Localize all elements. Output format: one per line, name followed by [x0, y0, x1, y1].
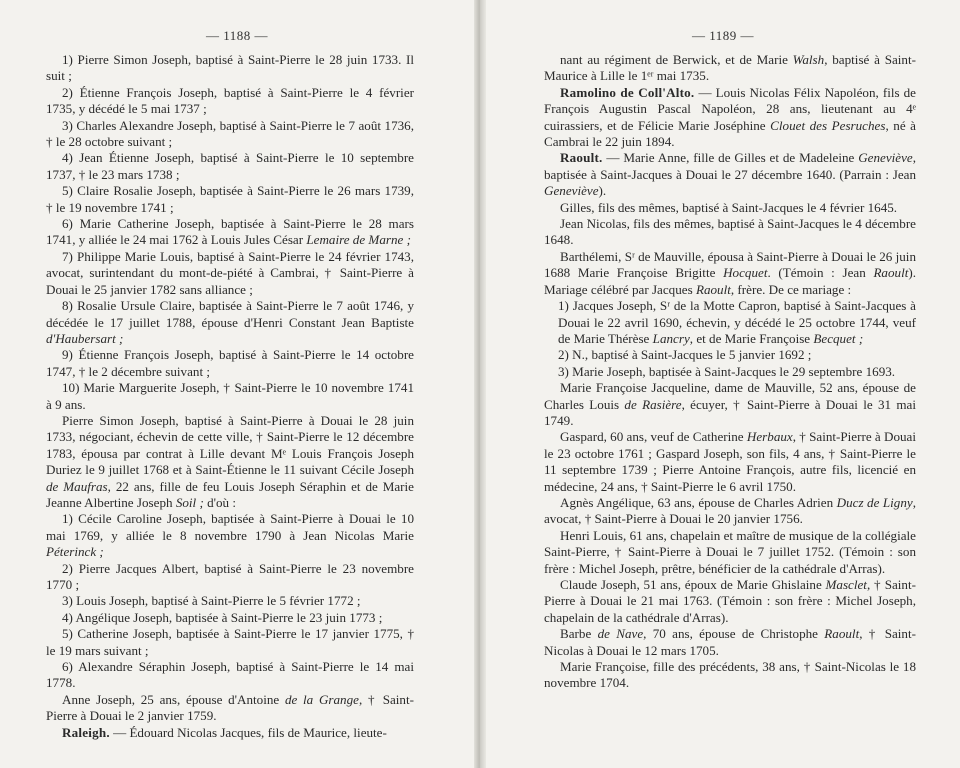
italic-name: d'Haubersart ;	[46, 330, 124, 346]
paragraph	[544, 528, 916, 577]
text-run: 10) Marie Marguerite Joseph, † Saint-Pierre le 10 novembre 1741 à 9 ans.	[46, 380, 414, 412]
italic-name: de Rasière	[624, 396, 682, 412]
text-run: nant au régiment de Berwick, et de Marie	[560, 52, 793, 67]
text-run: , † Saint-Pierre à Douai le 23 octobre 1761 ; Gaspard Joseph, son fils, 4 ans, † Saint-Pierre le 11 septembre 1739 ; Pierre Antoine François, autre fils, licencié en médecine, 24 ans, † Saint-Pierre le 6 avril 1750.	[544, 429, 917, 494]
paragraph	[46, 150, 414, 183]
paragraph	[46, 118, 414, 151]
text-run: 9) Étienne François Joseph, baptisé à Saint-Pierre le 14 octobre 1747, † le 2 décembre suivant ;	[46, 347, 414, 379]
italic-name: Geneviève	[858, 150, 913, 166]
right-page	[486, 0, 960, 768]
italic-name: Hocquet	[723, 265, 768, 281]
text-run: Marie Françoise Jacqueline, dame de Mauville, 52 ans, épouse de Charles Louis	[544, 380, 916, 412]
italic-name: Masclet	[825, 577, 867, 592]
paragraph	[544, 347, 916, 363]
italic-name: de Nave	[597, 626, 644, 642]
paragraph	[544, 85, 916, 151]
paragraph	[46, 85, 414, 118]
text-run: 4) Jean Étienne Joseph, baptisé à Saint-Pierre le 10 septembre 1737, † le 23 mars 1738 ;	[46, 150, 414, 182]
paragraph	[46, 347, 414, 380]
right-page-text	[544, 52, 916, 692]
text-run: 1) Jacques Joseph, Sʳ de la Motte Capron, baptisé à Saint-Jacques à Douai le 22 avril 1690, échevin, y décédé le 25 octobre 1744, veuf de Marie Thérèse	[558, 298, 916, 346]
text-run: ).	[598, 183, 607, 199]
right-page-number: — 1189 —	[691, 28, 755, 43]
text-run: — Marie Anne, fille de Gilles et de Madeleine	[602, 150, 859, 166]
paragraph	[46, 610, 414, 626]
left-page-number: — 1188 —	[205, 28, 269, 43]
text-run: , avocat, † Saint-Pierre à Douai le 20 janvier 1756.	[544, 494, 916, 527]
paragraph	[544, 216, 916, 249]
text-run: 5) Catherine Joseph, baptisée à Saint-Pierre le 17 janvier 1775, † le 19 mars suivant ;	[46, 626, 414, 658]
text-run: , † Saint-Pierre à Douai le 2 janvier 1759.	[46, 691, 414, 724]
text-run: 3) Louis Joseph, baptisé à Saint-Pierre le 5 février 1772 ;	[62, 593, 361, 609]
paragraph	[46, 298, 414, 347]
italic-name: Walsh	[792, 52, 825, 67]
text-run: 5) Claire Rosalie Joseph, baptisée à Saint-Pierre le 26 mars 1739, † le 19 novembre 1741 ;	[46, 183, 414, 215]
entry-surname: Ramolino de Coll'Alto.	[560, 84, 695, 100]
text-run: , écuyer, † Saint-Pierre à Douai le 31 mai 1749.	[544, 396, 916, 428]
text-run: 1) Pierre Simon Joseph, baptisé à Saint-Pierre le 28 juin 1733. Il suit ;	[46, 52, 414, 84]
text-run: Henri Louis, 61 ans, chapelain et maître de musique de la collégiale Saint-Pierre, † Saint-Pierre à Douai le 7 juillet 1752. (Témoin : son frère : Michel Joseph, prêtre, bénéficier de la cathédrale d'Arras).	[544, 527, 916, 576]
paragraph	[544, 298, 916, 347]
paragraph	[544, 150, 916, 199]
italic-name: Herbaux	[746, 429, 793, 445]
paragraph	[46, 413, 414, 511]
italic-name: Lancry	[652, 330, 690, 346]
text-run: Marie Françoise, fille des précédents, 38 ans, † Saint-Nicolas le 18 novembre 1704.	[544, 659, 916, 691]
book-gutter	[474, 0, 486, 768]
text-run: , et de Marie Françoise	[689, 330, 814, 346]
paragraph	[46, 626, 414, 659]
paragraph	[46, 249, 414, 298]
text-run: , † Saint-Nicolas à Douai le 12 mars 1705.	[544, 626, 916, 658]
entry-surname: Raleigh.	[62, 724, 110, 740]
italic-name: Péterinck ;	[46, 544, 104, 560]
text-run: Jean Nicolas, fils des mêmes, baptisé à Saint-Jacques le 4 décembre 1648.	[544, 216, 916, 248]
text-run: 6) Marie Catherine Joseph, baptisée à Saint-Pierre le 28 mars 1741, y alliée le 24 mai 1762 à Louis Jules César	[46, 216, 414, 248]
paragraph	[46, 725, 414, 741]
text-run: 2) Étienne François Joseph, baptisé à Saint-Pierre le 4 février 1735, y décédé le 5 mai 1737 ;	[46, 84, 414, 117]
paragraph	[46, 561, 414, 594]
text-run: 4) Angélique Joseph, baptisée à Saint-Pierre le 23 juin 1773 ;	[62, 609, 383, 625]
italic-name: Soil ;	[175, 494, 204, 510]
paragraph	[544, 200, 916, 216]
paragraph	[544, 364, 916, 380]
paragraph	[544, 380, 916, 429]
entry-surname: Raoult.	[560, 150, 603, 166]
text-run: Barthélemi, Sʳ de Mauville, épousa à Saint-Pierre à Douai le 26 juin 1688 Marie Françoise Brigitte	[544, 248, 916, 281]
italic-name: Raoult	[873, 265, 909, 281]
paragraph	[46, 380, 414, 413]
text-run: , 70 ans, épouse de Christophe	[643, 626, 825, 642]
italic-name: de la Grange	[284, 691, 359, 707]
text-run: — Édouard Nicolas Jacques, fils de Maurice, lieute-	[109, 724, 387, 740]
paragraph	[46, 183, 414, 216]
text-run: Pierre Simon Joseph, baptisé à Saint-Pierre à Douai le 28 juin 1733, négociant, échevin de cette ville, † Saint-Pierre le 12 décembre 1783, épousa par contrat à Lille devant Mᵉ Louis François Joseph Duriez le 9 juillet 1768 et à Saint-Étienne le 11 suivant Cécile Joseph	[46, 412, 414, 478]
paragraph	[544, 429, 916, 495]
paragraph	[46, 216, 414, 249]
text-run: 2) Pierre Jacques Albert, baptisé à Saint-Pierre le 23 novembre 1770 ;	[46, 560, 414, 592]
left-page-text	[46, 52, 414, 741]
text-run: Anne Joseph, 25 ans, épouse d'Antoine	[62, 691, 285, 707]
text-run: — Louis Nicolas Félix Napoléon, fils de François Augustin Pascal Napoléon, 28 ans, lieutenant au 4ᵉ cuirassiers, et de Félicie Marie Joséphine	[544, 84, 916, 133]
text-run: ). Mariage célébré par Jacques	[544, 265, 916, 297]
paragraph	[544, 626, 916, 659]
text-run: Claude Joseph, 51 ans, époux de Marie Ghislaine	[560, 577, 826, 592]
paragraph	[46, 52, 414, 85]
text-run: 6) Alexandre Séraphin Joseph, baptisé à Saint-Pierre le 14 mai 1778.	[46, 659, 414, 691]
text-run: 1) Cécile Caroline Joseph, baptisée à Saint-Pierre à Douai le 10 mai 1769, y alliée le 8 novembre 1790 à Jean Nicolas Marie	[46, 511, 414, 543]
text-run: , 22 ans, fille de feu Louis Joseph Séraphin et de Marie Jeanne Albertine Joseph	[46, 478, 414, 510]
text-run: Barbe	[560, 626, 598, 642]
paragraph	[544, 495, 916, 528]
paragraph	[46, 692, 414, 725]
text-run: , né à Cambrai le 22 juin 1894.	[544, 117, 916, 150]
text-run: , baptisée à Saint-Jacques à Douai le 27 décembre 1640. (Parrain : Jean	[544, 150, 916, 182]
italic-name: Ducz de Ligny	[836, 494, 913, 510]
text-run: Agnès Angélique, 63 ans, épouse de Charles Adrien	[560, 494, 837, 510]
paragraph	[544, 577, 916, 626]
italic-name: Raoult	[695, 281, 731, 297]
paragraph	[544, 52, 916, 85]
italic-name: Becquet ;	[813, 330, 864, 346]
italic-name: Raoult	[824, 626, 860, 642]
paragraph	[544, 659, 916, 692]
paragraph	[46, 659, 414, 692]
text-run: 3) Marie Joseph, baptisée à Saint-Jacques le 29 septembre 1693.	[558, 363, 896, 379]
text-run: , frère. De ce mariage :	[730, 281, 852, 297]
left-page	[0, 0, 474, 768]
text-run: 8) Rosalie Ursule Claire, baptisée à Saint-Pierre le 7 août 1746, y décédée le 17 juillet 1788, épouse d'Henri Constant Jean Baptiste	[46, 298, 414, 330]
paragraph	[544, 249, 916, 298]
italic-name: de Maufras	[46, 478, 108, 494]
text-run: 2) N., baptisé à Saint-Jacques le 5 janvier 1692 ;	[558, 347, 812, 363]
paragraph	[46, 511, 414, 560]
paragraph	[46, 593, 414, 609]
text-run: Gilles, fils des mêmes, baptisé à Saint-Jacques le 4 février 1645.	[560, 199, 898, 215]
text-run: , † Saint-Pierre à Douai le 21 mai 1763. (Témoin : son frère : Michel Joseph, chapelain de la cathédrale d'Arras).	[544, 577, 916, 625]
text-run: d'où :	[203, 494, 237, 510]
text-run: . (Témoin : Jean	[767, 265, 874, 281]
italic-name: Clouet des Pesruches	[770, 117, 886, 133]
text-run: 7) Philippe Marie Louis, baptisé à Saint-Pierre le 24 février 1743, avocat, surintendant du mont-de-piété à Cambrai, † Saint-Pierre à Douai le 25 janvier 1782 sans alliance ;	[46, 248, 414, 297]
text-run: Gaspard, 60 ans, veuf de Catherine	[560, 429, 747, 445]
text-run: 3) Charles Alexandre Joseph, baptisé à Saint-Pierre le 7 août 1736, † le 28 octobre suivant ;	[46, 117, 414, 150]
italic-name: Geneviève	[544, 183, 599, 199]
text-run: , baptisé à Saint-Maurice à Lille le 1ᵉʳ mai 1735.	[544, 52, 916, 84]
italic-name: Lemaire de Marne ;	[306, 232, 411, 248]
